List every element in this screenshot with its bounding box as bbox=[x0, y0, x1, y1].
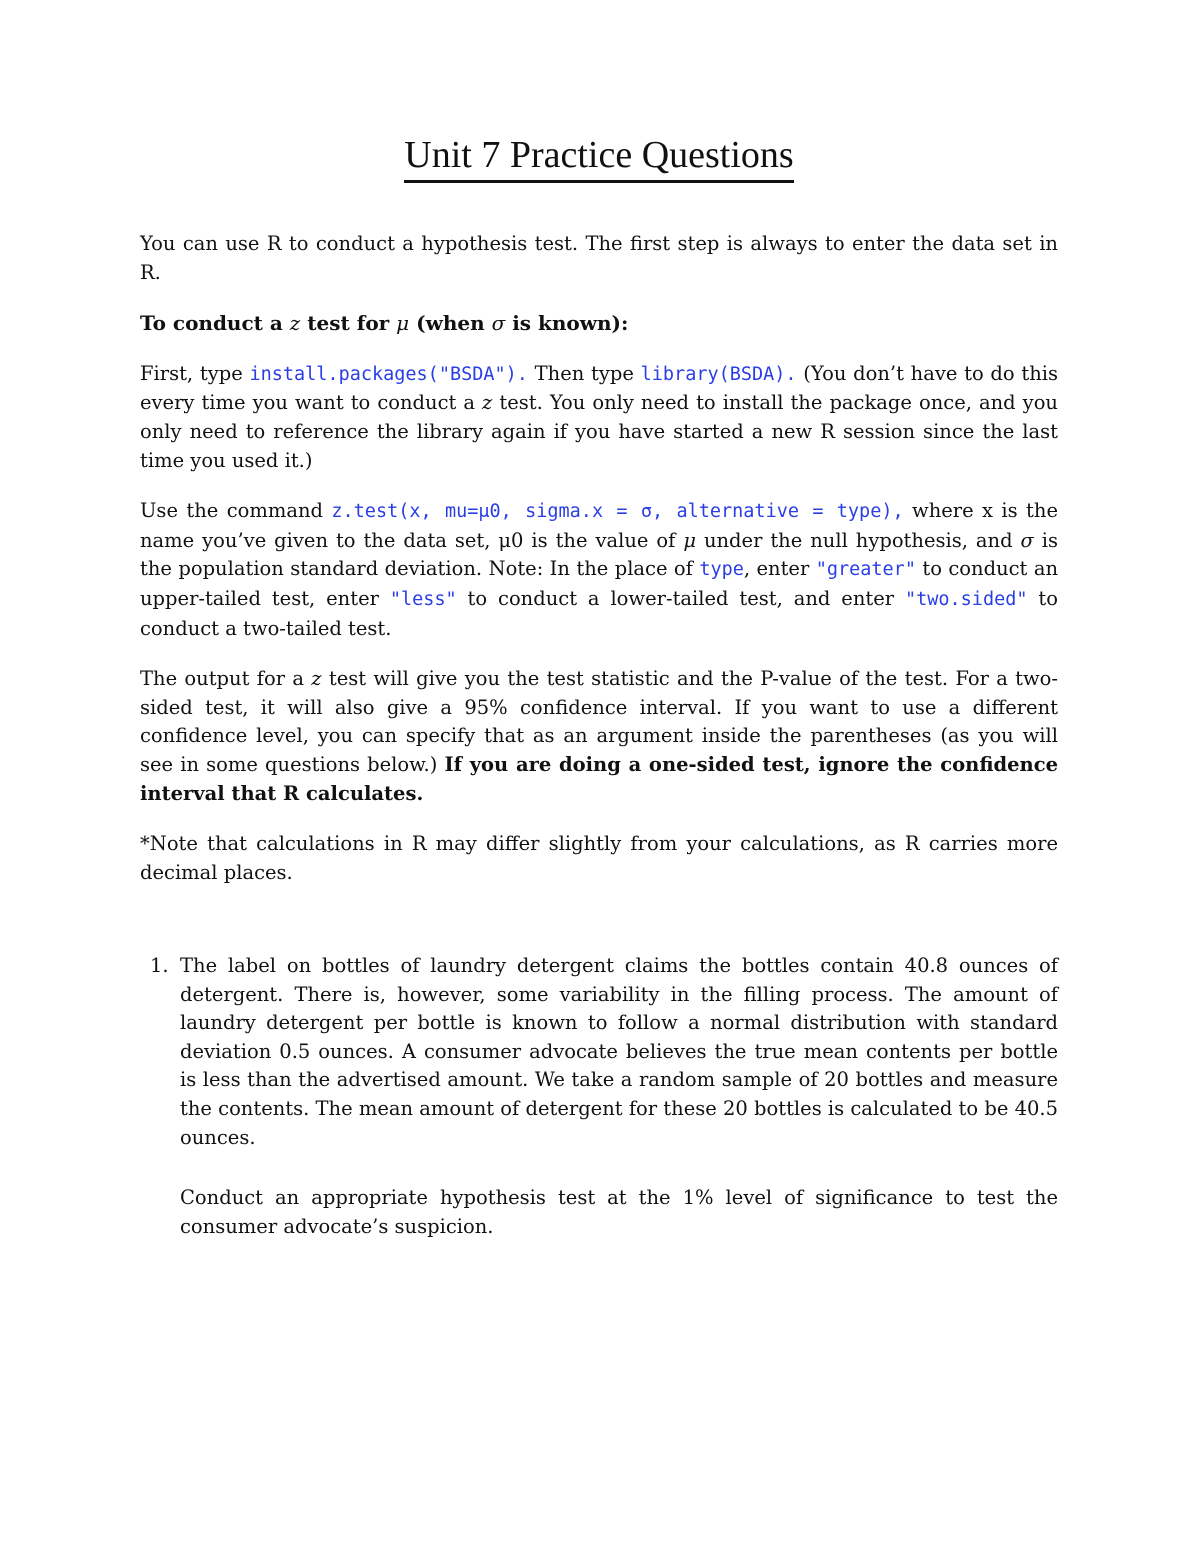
title-container bbox=[140, 132, 1058, 183]
command-text-1: Use the command bbox=[140, 499, 332, 523]
question-number: 1. bbox=[150, 954, 169, 977]
question-task: Conduct an appropriate hypothesis test at the 1% level of significance to test the consumer advocate’s suspicion. bbox=[180, 1186, 1058, 1238]
install-z-symbol: z bbox=[482, 391, 493, 415]
command-text-7: to conduct a lower-tailed test, and enter bbox=[456, 586, 905, 610]
heading-suffix: is known): bbox=[505, 311, 629, 336]
less-code: "less" bbox=[389, 588, 457, 610]
command-text-4: is the population standard deviation. Note: In the place of bbox=[140, 528, 1058, 581]
question-list bbox=[140, 952, 1058, 1241]
heading-mu-symbol: μ bbox=[396, 311, 410, 336]
note-paragraph: *Note that calculations in R may differ slightly from your calculations, as R carries more decimal places. bbox=[140, 832, 1058, 884]
command-text-3: under the null hypothesis, and bbox=[696, 528, 1021, 552]
type-code: type bbox=[699, 559, 744, 581]
install-text-3: (You don’t have to do this every time you want to conduct a bbox=[140, 361, 1059, 415]
heading-sigma-symbol: σ bbox=[491, 311, 506, 336]
heading-prefix: To conduct a bbox=[140, 311, 290, 336]
install-paragraph bbox=[140, 360, 1058, 475]
install-text-2: Then type bbox=[527, 361, 641, 385]
install-text-1: First, type bbox=[140, 361, 250, 385]
list-item bbox=[140, 952, 1058, 1241]
heading-z-symbol: z bbox=[289, 311, 301, 336]
z-test-code: z.test(x, mu=μ0, sigma.x = σ, alternative = type), bbox=[331, 501, 904, 523]
greater-code: "greater" bbox=[815, 559, 916, 581]
command-text-2: where x is the name you’ve given to the data set, μ0 is the value of bbox=[140, 499, 1058, 552]
page-title: Unit 7 Practice Questions bbox=[404, 132, 793, 183]
command-mu-symbol: μ bbox=[683, 528, 696, 552]
heading-paren-open: (when bbox=[409, 311, 492, 336]
section-heading bbox=[140, 309, 1058, 338]
install-packages-code: install.packages("BSDA"). bbox=[249, 363, 528, 385]
intro-paragraph: You can use R to conduct a hypothesis test. The first step is always to enter the data set in R. bbox=[140, 232, 1058, 284]
two-sided-code: "two.sided" bbox=[904, 588, 1028, 610]
output-paragraph bbox=[140, 665, 1058, 808]
output-z-symbol: z bbox=[311, 667, 322, 691]
command-text-5: , enter bbox=[743, 557, 816, 581]
library-code: library(BSDA). bbox=[640, 363, 797, 385]
question-text: The label on bottles of laundry detergent claims the bottles contain 40.8 ounces of detergent. There is, however, some variability in the filling process. The amount of laundry detergent per bottle is known to follow a normal distribution with standard deviation 0.5 ounces. A consumer advocate believes the true mean contents per bottle is less than the advertised amount. We take a random sample of 20 bottles and measure the contents. The mean amount of detergent for these 20 bottles is calculated to be 40.5 ounces. bbox=[180, 954, 1058, 1149]
command-paragraph bbox=[140, 497, 1058, 643]
install-text-4: test. You only need to install the package once, and you only need to reference the library again if you have started a new R session since the last time you used it.) bbox=[140, 391, 1058, 472]
heading-middle: test for bbox=[300, 311, 397, 336]
document-body bbox=[140, 230, 1058, 887]
command-sigma-symbol: σ bbox=[1020, 528, 1034, 552]
output-text-2: test will give you the test statistic and the P-value of the test. For a two-sided test, it will also give a 95% confidence interval. If you want to use a different confidence level, you can specify that as an argument inside the parentheses (as you will see in some questions below.) bbox=[140, 667, 1058, 776]
command-text-8: to conduct a two-tailed test. bbox=[140, 586, 1058, 640]
output-bold-warning: If you are doing a one-sided test, ignore the confidence interval that R calculates. bbox=[140, 752, 1058, 805]
command-text-6: to conduct an upper-tailed test, enter bbox=[140, 557, 1058, 610]
output-text-1: The output for a bbox=[140, 667, 312, 691]
